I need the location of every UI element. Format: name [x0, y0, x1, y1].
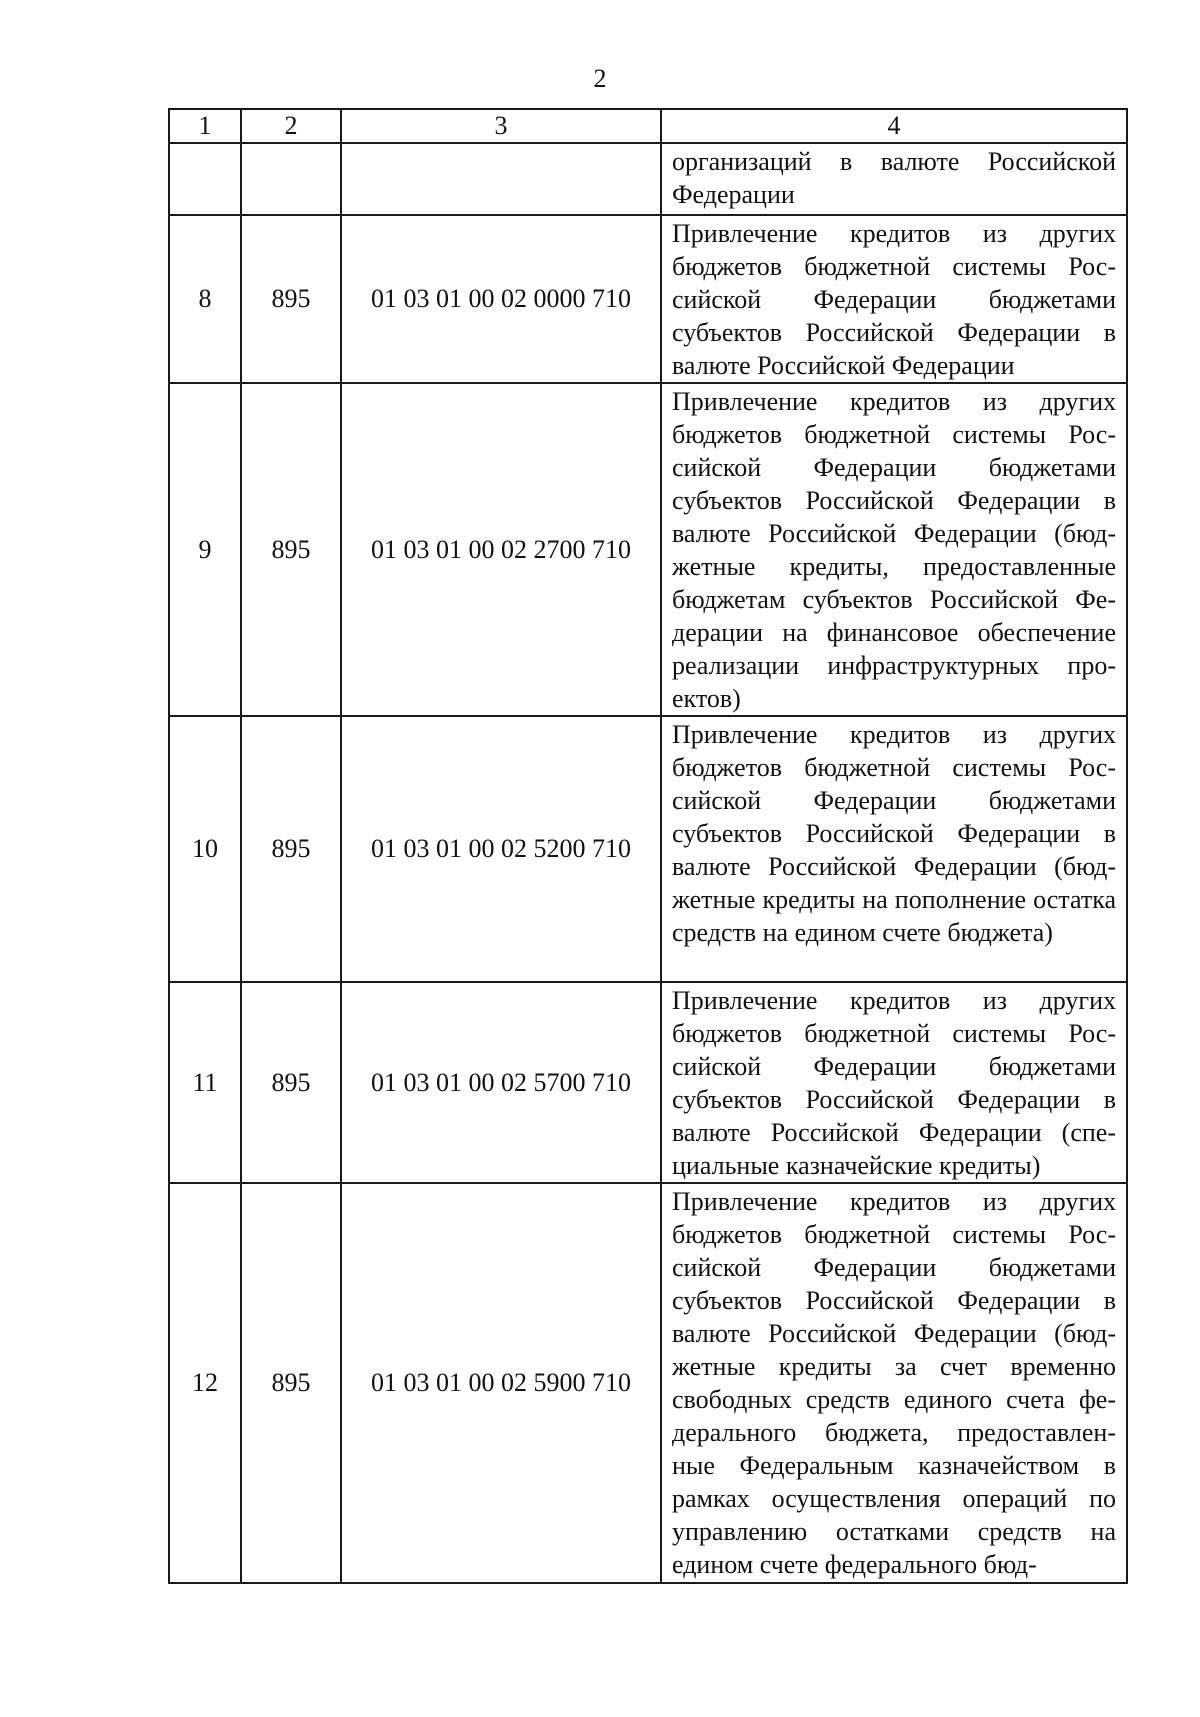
classification-code: 01 03 01 00 02 5200 710	[341, 716, 661, 982]
row-number	[169, 143, 241, 215]
source-description: Привлечение кредитов из других бюджетов бюджетной системы Рос- сийской Федерации бюджетами субъектов Российской Федерации в валюте Российской Федерации (бюд- жетные кредиты на пополнение остатка средств на едином счете бюджета)	[661, 716, 1127, 982]
column-header-4: 4	[661, 109, 1127, 143]
admin-code	[241, 143, 341, 215]
admin-code: 895	[241, 1183, 341, 1583]
classification-code: 01 03 01 00 02 5900 710	[341, 1183, 661, 1583]
classification-code: 01 03 01 00 02 2700 710	[341, 383, 661, 716]
column-header-1: 1	[169, 109, 241, 143]
table-row	[169, 1183, 1127, 1583]
source-description: Привлечение кредитов из других бюджетов бюджетной системы Рос- сийской Федерации бюджетами субъектов Российской Федерации в валюте Российской Федерации (спе- циальные казначейские кредиты)	[661, 982, 1127, 1183]
column-header-2: 2	[241, 109, 341, 143]
table-row	[169, 143, 1127, 215]
admin-code: 895	[241, 215, 341, 383]
page-number: 2	[593, 64, 607, 93]
column-header-3: 3	[341, 109, 661, 143]
row-number: 10	[169, 716, 241, 982]
admin-code: 895	[241, 383, 341, 716]
source-description: Привлечение кредитов из других бюджетов бюджетной системы Рос- сийской Федерации бюджетами субъектов Российской Федерации в валюте Российской Федерации (бюд- жетные кредиты, предоставленные бюджетам субъектов Российской Фе- дерации на финансовое обеспечение реализации инфраструктурных про- ектов)	[661, 383, 1127, 716]
table-header-row	[169, 109, 1127, 143]
table-row	[169, 383, 1127, 716]
row-number: 12	[169, 1183, 241, 1583]
budget-sources-table	[168, 108, 1128, 1584]
classification-code: 01 03 01 00 02 5700 710	[341, 982, 661, 1183]
source-description: организаций в валюте Российской Федерации	[661, 143, 1127, 215]
admin-code: 895	[241, 716, 341, 982]
row-number: 9	[169, 383, 241, 716]
table-row	[169, 215, 1127, 383]
admin-code: 895	[241, 982, 341, 1183]
source-description: Привлечение кредитов из других бюджетов бюджетной системы Рос- сийской Федерации бюджетами субъектов Российской Федерации в валюте Российской Федерации (бюд- жетные кредиты за счет временно свободных средств единого счета фе- дерального бюджета, предоставлен- ные Федеральным казначейством в рамках осуществления операций по управлению остатками средств на едином счете федерального бюд-	[661, 1183, 1127, 1583]
row-number: 8	[169, 215, 241, 383]
table-row	[169, 716, 1127, 982]
row-number: 11	[169, 982, 241, 1183]
table-row	[169, 982, 1127, 1183]
source-description: Привлечение кредитов из других бюджетов бюджетной системы Рос- сийской Федерации бюджетами субъектов Российской Федерации в валюте Российской Федерации	[661, 215, 1127, 383]
classification-code	[341, 143, 661, 215]
classification-code: 01 03 01 00 02 0000 710	[341, 215, 661, 383]
